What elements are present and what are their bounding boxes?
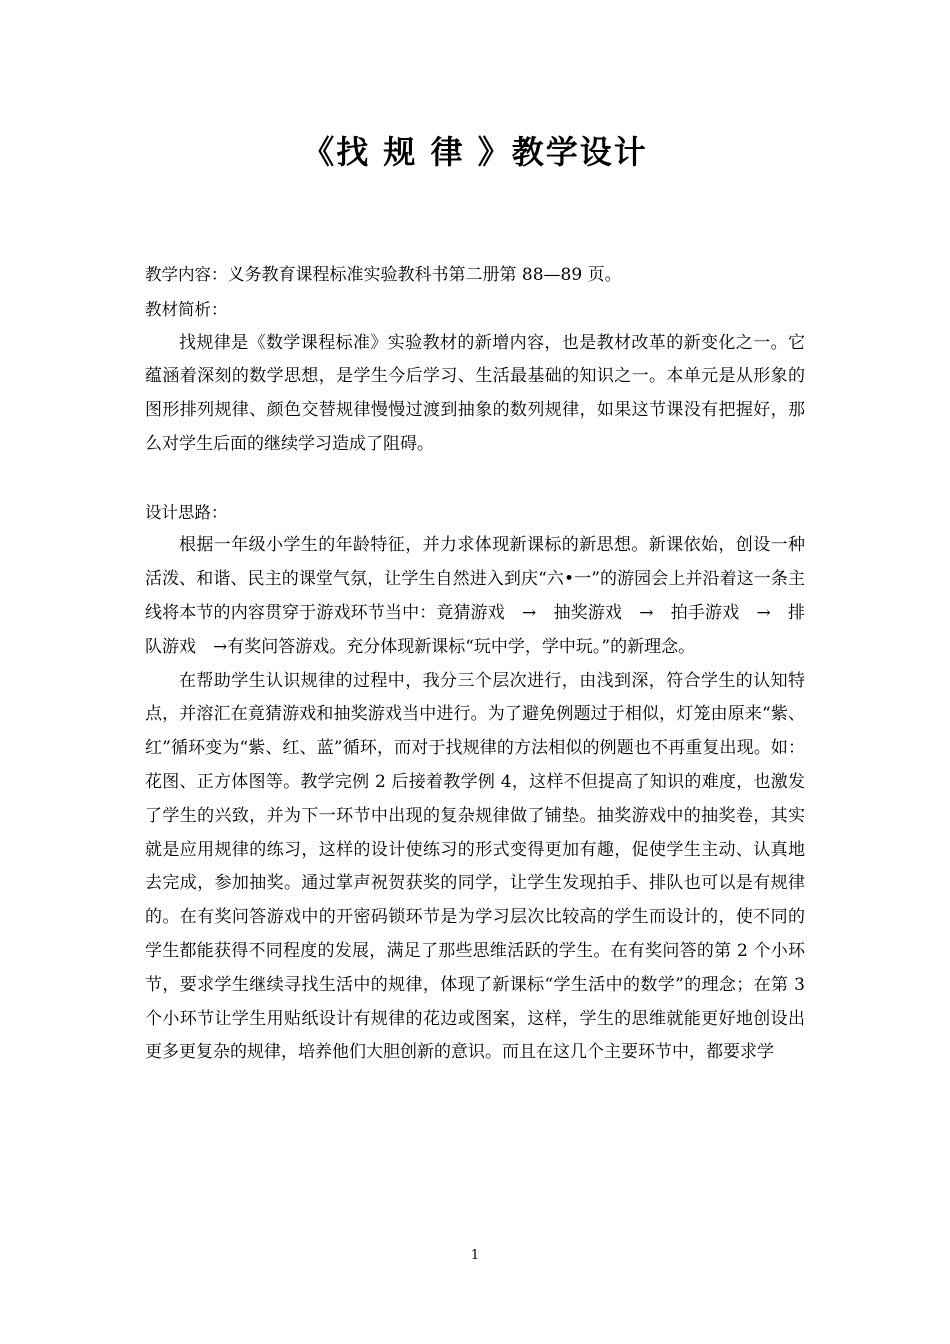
design-paragraph: 在帮助学生认识规律的过程中，我分三个层次进行，由浅到深，符合学生的认知特点，并溶汇在竟猜游戏和抽奖游戏当中进行。为了避免例题过于相似，灯笼由原来“紫、红”循环变为“紫、红、蓝”循环，而对于找规律的方法相似的例题也不再重复出现。如：花图、正方体图等。教学完例 2 后接着教学例 4，这样不但提高了知识的难度，也激发了学生的兴致，并为下一环节中出现的复杂规律做了铺垫。抽奖游戏中的抽奖卷，其实就是应用规律的练习，这样的设计使练习的形式变得更加有趣，促使学生主动、认真地去完成，参加抽奖。通过掌声祝贺获奖的同学，让学生发现拍手、排队也可以是有规律的。在有奖问答游戏中的开密码锁环节是为学习层次比较高的学生而设计的，使不同的学生都能获得不同程度的发展，满足了那些思维活跃的学生。在有奖问答的第 2 个小环节，要求学生继续寻找生活中的规律，体现了新课标“学生活中的数学”的理念；在第 3 个小环节让学生用贴纸设计有规律的花边或图案，这样，学生的思维就能更好地创设出更多更复杂的规律，培养他们大胆创新的意识。而且在这几个主要环节中，都要求学: [145, 670, 805, 1063]
page-number: 1: [470, 1248, 480, 1263]
teaching-content-line: [145, 258, 805, 293]
document-body: [145, 258, 805, 1070]
teaching-content-value: 义务教育课程标准实验教科书第二册第 88—89 页。: [227, 265, 622, 285]
section-spacer: [145, 462, 805, 496]
design-heading: 设计思路：: [145, 502, 228, 522]
teaching-content-label: 教学内容：: [145, 265, 228, 284]
analysis-heading: 教材简析：: [145, 299, 228, 319]
analysis-paragraph: 找规律是《数学课程标准》实验教材的新增内容，也是教材改革的新变化之一。它蕴涵着深刻的数学思想，是学生今后学习、生活最基础的知识之一。本单元是从形象的图形排列规律、颜色交替规律慢慢过渡到抽象的数列规律，如果这节课没有把握好，那么对学生后面的继续学习造成了阻碍。: [145, 332, 805, 454]
document-title: 《找 规 律 》教学设计: [302, 133, 648, 171]
design-paragraph: 根据一年级小学生的年龄特征，并力求体现新课标的新思想。新课依始，创设一种活泼、和谐、民主的课堂气氛，让学生自然进入到庆“六•一”的游园会上并沿着这一条主线将本节的内容贯穿于游戏环节当中：竟猜游戏 → 抽奖游戏 → 拍手游戏 → 排队游戏 →有奖问答游戏。充分体现新课标“玩中学，学中玩。”的新理念。: [145, 535, 805, 657]
